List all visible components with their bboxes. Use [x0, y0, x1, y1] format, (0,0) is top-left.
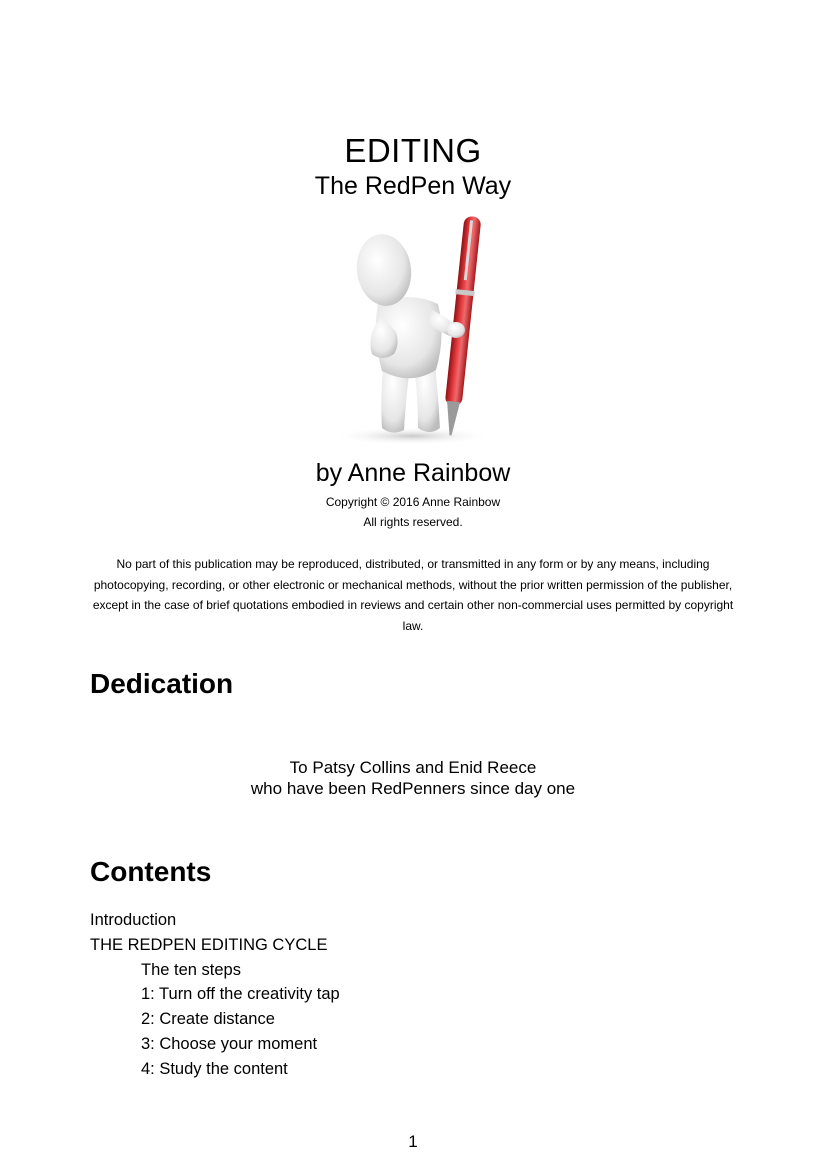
- toc-item-step-4[interactable]: 4: Study the content: [141, 1059, 288, 1078]
- page-number: 1: [408, 1132, 418, 1151]
- toc-item-ten-steps[interactable]: The ten steps: [141, 960, 241, 979]
- dedication-heading: Dedication: [90, 668, 234, 699]
- toc-item-editing-cycle[interactable]: THE REDPEN EDITING CYCLE: [90, 935, 328, 954]
- dedication-line-2: who have been RedPenners since day one: [250, 779, 576, 798]
- dedication-line-1: To Patsy Collins and Enid Reece: [289, 758, 537, 777]
- toc-item-introduction[interactable]: Introduction: [90, 911, 177, 929]
- copyright-line: Copyright © 2016 Anne Rainbow: [325, 495, 501, 509]
- toc-item-step-3[interactable]: 3: Choose your moment: [141, 1034, 318, 1053]
- rights-line: All rights reserved.: [363, 515, 463, 529]
- table-of-contents: [0, 908, 820, 1082]
- toc-item-step-1[interactable]: 1: Turn off the creativity tap: [141, 985, 340, 1004]
- book-subtitle: The RedPen Way: [314, 172, 512, 200]
- author-line: by Anne Rainbow: [315, 459, 511, 487]
- contents-heading: Contents: [90, 856, 212, 887]
- figure-holding-red-pen-icon: [322, 206, 502, 450]
- toc-item-step-2[interactable]: 2: Create distance: [141, 1010, 275, 1029]
- book-title: EDITING: [344, 132, 482, 169]
- legal-notice: No part of this publication may be reproduced, distributed, or transmitted in any form or by any means, including photocopying, recording, or other electronic or mechanical methods, without the prior written permission of the publisher, except in the case of brief quotations embodied in reviews and certain other non-commercial uses permitted by copyright law.: [92, 557, 734, 633]
